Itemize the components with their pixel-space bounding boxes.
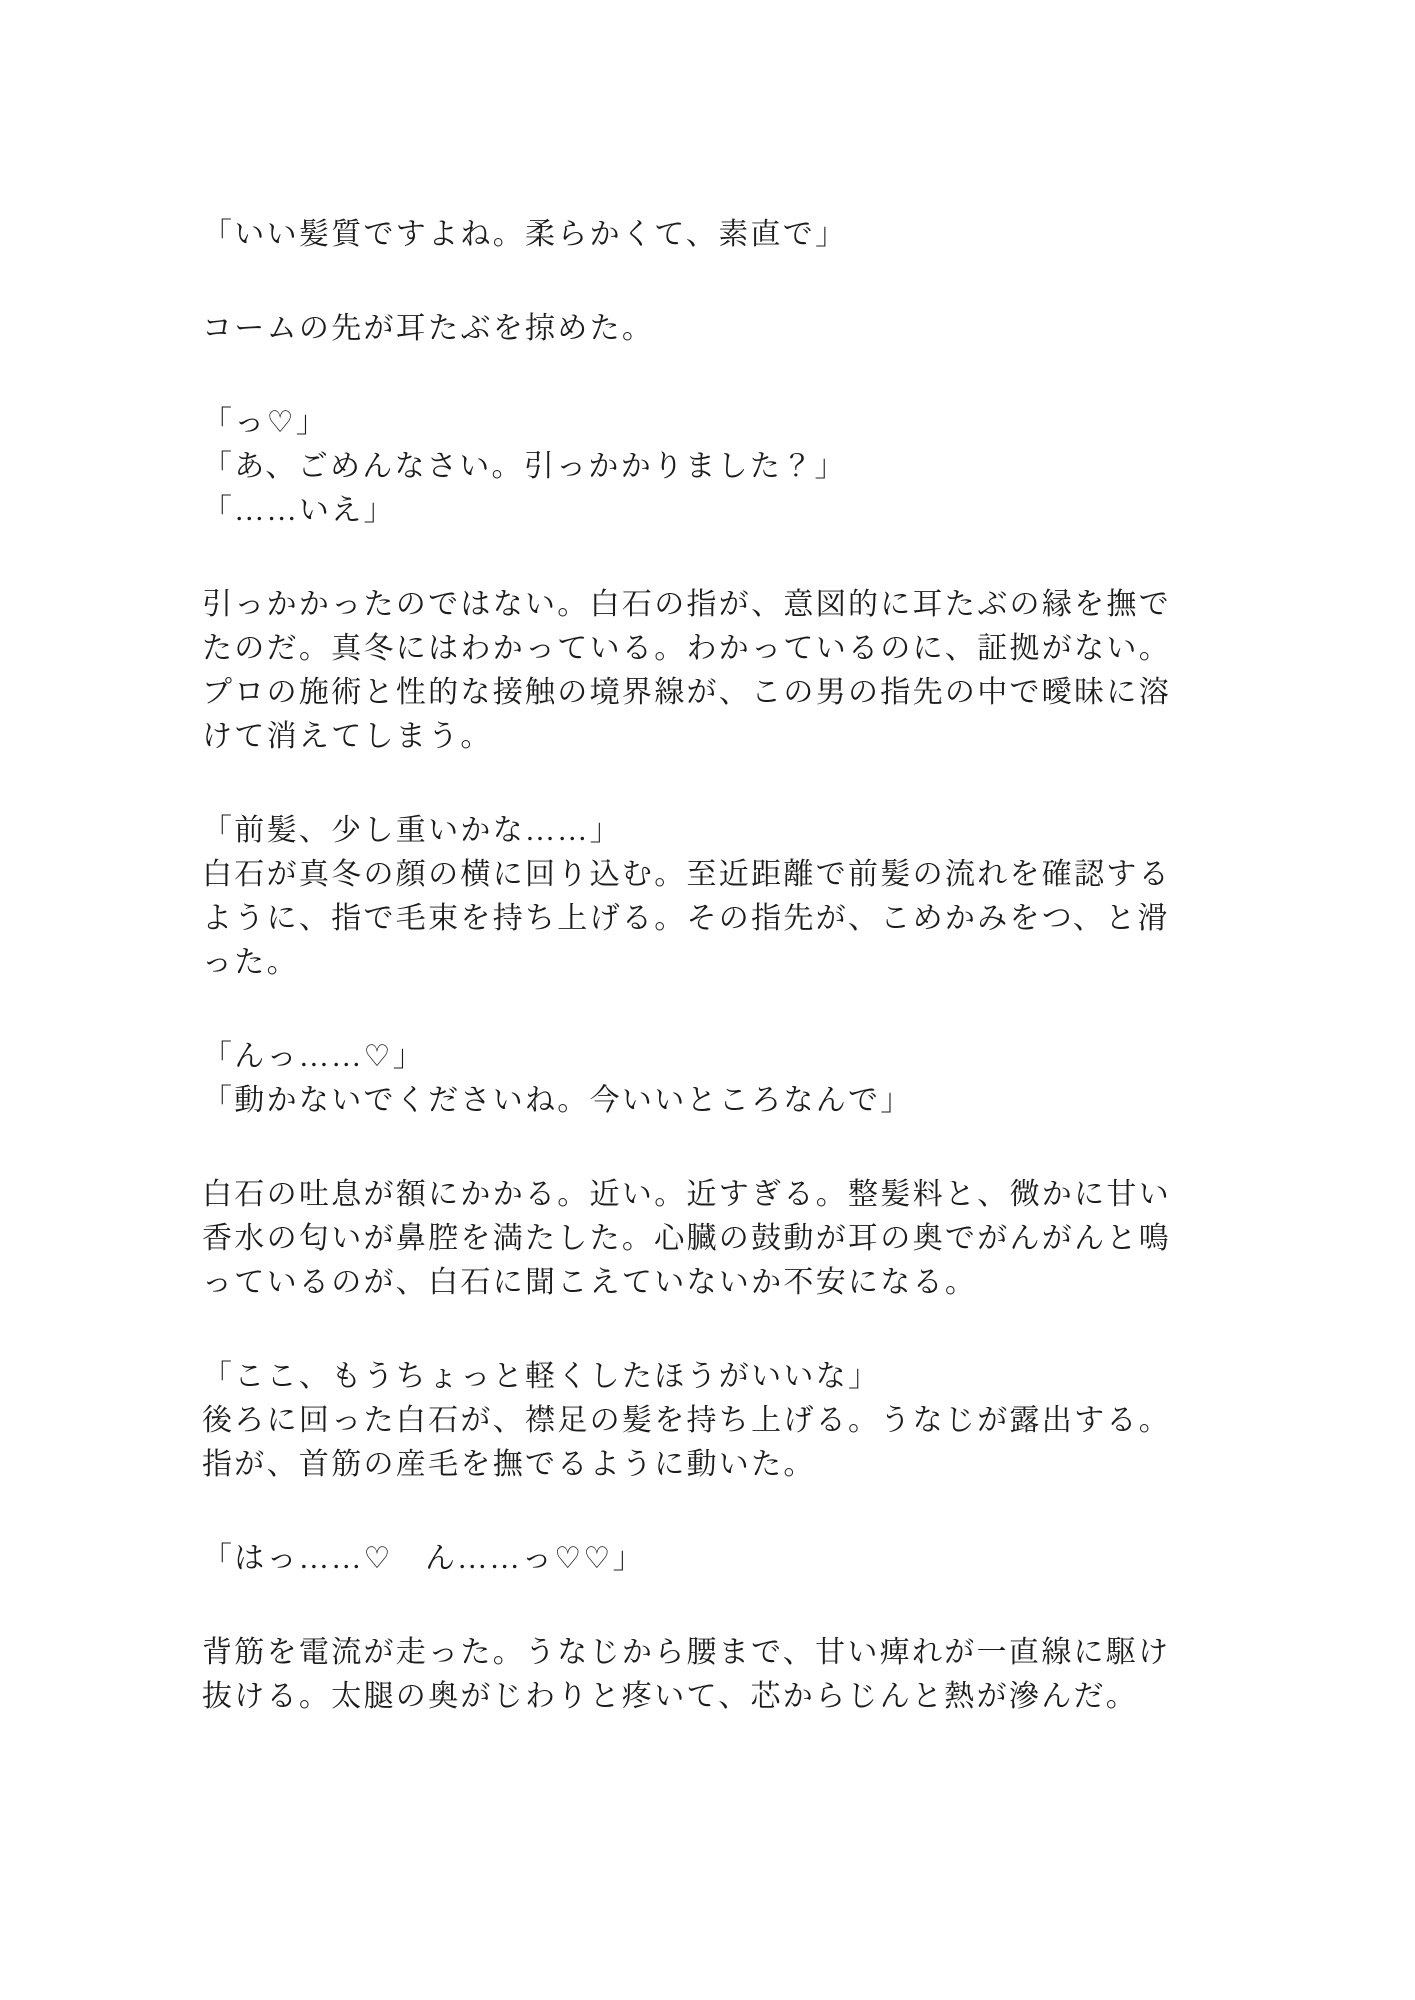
text-line: 指が、首筋の産毛を撫でるように動いた。: [202, 1448, 816, 1481]
text-line: 「ここ、もうちょっと軽くしたほうがいいな」: [202, 1360, 881, 1393]
text-line: 「あ、ごめんなさい。引っかかりました？」: [202, 450, 847, 483]
paragraph-block-narration: [202, 1173, 1375, 1305]
text-line: 後ろに回った白石が、襟足の髪を持ち上げる。うなじが露出する。: [202, 1404, 1171, 1437]
text-line: 「……いえ」: [202, 494, 396, 527]
paragraph-block-mixed: [202, 1355, 1375, 1487]
text-line: コームの先が耳たぶを掠めた。: [202, 312, 655, 345]
text-line: 引っかかったのではない。白石の指が、意図的に耳たぶの縁を撫で: [202, 588, 1171, 621]
text-line: 白石の吐息が額にかかる。近い。近すぎる。整髪料と、微かに甘い: [202, 1178, 1171, 1211]
text-line: 「はっ……♡ ん……っ♡♡」: [202, 1542, 645, 1575]
paragraph-block-dialogue: [202, 1537, 1375, 1581]
text-line: 「前髪、少し重いかな……」: [202, 814, 622, 847]
paragraph-block-dialogue: [202, 213, 1375, 257]
text-line: 「動かないでくださいね。今いいところなんで」: [202, 1084, 913, 1117]
paragraph-block-narration: [202, 583, 1375, 759]
paragraph-block-mixed: [202, 809, 1375, 985]
paragraph-block-dialogue: [202, 401, 1375, 533]
text-line: 「んっ……♡」: [202, 1040, 425, 1073]
text-line: 香水の匂いが鼻腔を満たした。心臓の鼓動が耳の奥でがんがんと鳴: [202, 1222, 1171, 1255]
text-line: 抜ける。太腿の奥がじわりと疼いて、芯からじんと熱が滲んだ。: [202, 1680, 1139, 1713]
text-line: けて消えてしまう。: [202, 720, 493, 753]
paragraph-block-narration: [202, 1631, 1375, 1719]
text-line: 「っ♡」: [202, 406, 329, 439]
text-line: 背筋を電流が走った。うなじから腰まで、甘い痺れが一直線に駆け: [202, 1636, 1171, 1669]
text-line: プロの施術と性的な接触の境界線が、この男の指先の中で曖昧に溶: [202, 676, 1171, 709]
text-line: った。: [202, 946, 299, 979]
paragraph-block-dialogue: [202, 1035, 1375, 1123]
text-line: ように、指で毛束を持ち上げる。その指先が、こめかみをつ、と滑: [202, 902, 1170, 935]
text-line: っているのが、白石に聞こえていないか不安になる。: [202, 1266, 978, 1299]
paragraph-block-narration: [202, 307, 1375, 351]
text-body: [202, 213, 1375, 1719]
text-line: たのだ。真冬にはわかっている。わかっているのに、証拠がない。: [202, 632, 1171, 665]
text-line: 白石が真冬の顔の横に回り込む。至近距離で前髪の流れを確認する: [202, 858, 1171, 891]
text-line: 「いい髪質ですよね。柔らかくて、素直で」: [202, 218, 848, 251]
